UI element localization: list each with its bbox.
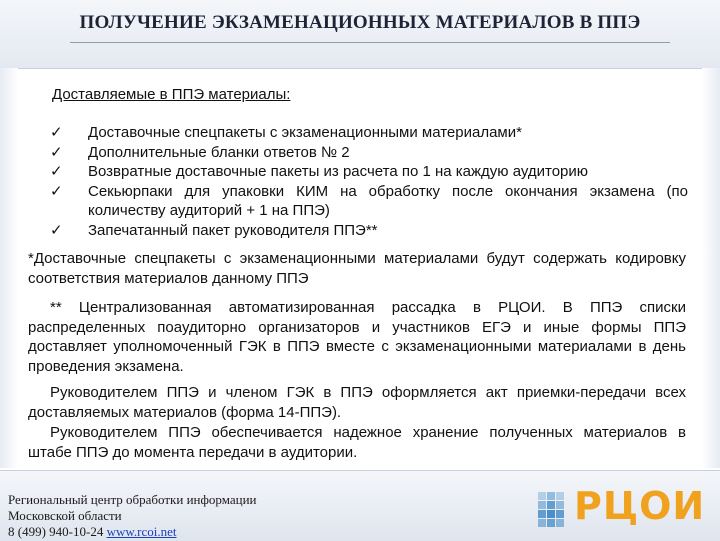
footer-region: Московской области [8,508,122,523]
list-item [28,221,688,241]
check-icon: ✓ [50,220,63,239]
left-shade [0,68,18,468]
list-item-text: Доставочные спецпакеты с экзаменационными материалами* [88,124,522,141]
right-shade [702,68,720,468]
check-icon: ✓ [50,123,63,141]
materials-list [28,123,688,240]
list-item [28,162,688,182]
check-icon: ✓ [50,162,63,180]
list-item-text: Секьюрпаки для упаковки КИМ на обработку после окончания экзамена (по количеству аудиторий + 1 на ППЭ) [88,182,688,219]
footer-contacts [8,492,257,540]
check-icon: ✓ [50,142,63,161]
list-item [28,123,688,143]
footer-org-name: Региональный центр обработки информации [8,492,257,507]
rcoi-logo-text: РЦОИ [574,484,706,528]
materials-heading: Доставляемые в ППЭ материалы: [52,86,291,103]
footnote-paragraph-2: ** Централизованная автоматизированная рассадка в РЦОИ. В ППЭ списки распределенных поаудиторно организаторов и участников ЕГЭ и иные формы ППЭ доставляет уполномоченный ГЭК в ППЭ вместе с экзаменационными материалами в день проведения экзамена. [28,299,686,375]
footnote-paragraph-1: *Доставочные спецпакеты с экзаменационными материалами будут содержать кодировку соответствия материалов данному ППЭ [28,250,686,287]
page-title: ПОЛУЧЕНИЕ ЭКЗАМЕНАЦИОННЫХ МАТЕРИАЛОВ В ППЭ [79,12,641,33]
title-divider [70,42,670,43]
storage-paragraph: Руководителем ППЭ обеспечивается надежное хранение полученных материалов в штабе ППЭ до момента передачи в аудитории. [28,424,686,461]
footer-phone: 8 (499) 940-10-24 [8,524,104,539]
footer-website-link[interactable]: www.rcoi.net [106,524,177,539]
list-item [28,182,688,221]
act-paragraph: Руководителем ППЭ и членом ГЭК в ППЭ оформляется акт приемки-передачи всех доставляемых материалов (форма 14-ППЭ). [28,384,686,421]
list-item-text: Дополнительные бланки ответов № 2 [88,143,350,161]
list-item-text: Возвратные доставочные пакеты из расчета по 1 на каждую аудиторию [88,163,589,180]
header-band [0,0,720,69]
check-icon: ✓ [50,181,63,200]
list-item-text: Запечатанный пакет руководителя ППЭ** [88,221,378,239]
footer-contact-line [8,524,257,540]
list-item [28,143,688,163]
